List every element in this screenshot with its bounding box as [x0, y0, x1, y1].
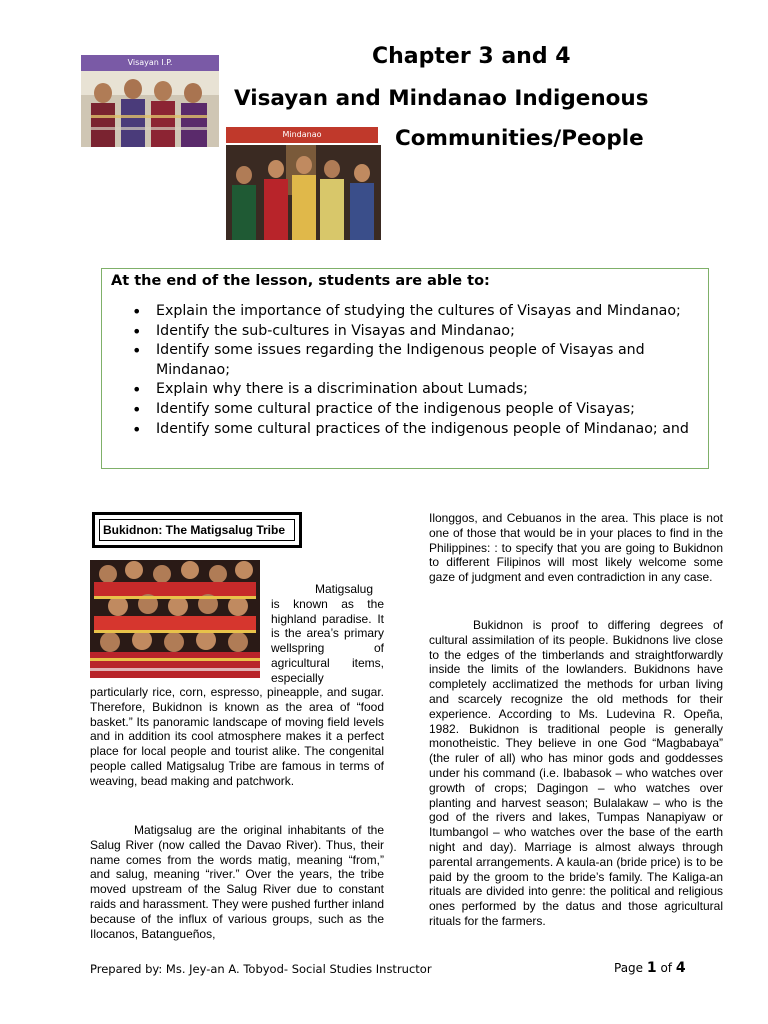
page-word: Page	[614, 961, 644, 975]
page-number	[614, 960, 686, 976]
objective-item: • Explain the importance of studying the cultures of Visayas and Mindanao;	[130, 302, 700, 322]
mindanao-photo-caption: Mindanao	[226, 127, 378, 143]
objective-item: • Identify some cultural practices of the indigenous people of Mindanao; and	[130, 420, 700, 440]
objectives-list	[130, 302, 700, 439]
col2-paragraph1: Ilonggos, and Cebuanos in the area. This place is not one of those that would be in your places to find in the Philippines: : to specify that you are going to Bukidnon to different Filipinos will most likely welcome some gaze of judgment and even contradiction in any case.	[429, 511, 723, 585]
objective-item: • Identify some cultural practice of the indigenous people of Visayas;	[130, 400, 700, 420]
objective-item: • Identify some issues regarding the Indigenous people of Visayas and Mindanao;	[130, 341, 700, 380]
col1-paragraph2: Matigsalug are the original inhabitants of the Salug River (now called the Davao River). Thus, their name comes from the words matig, meaning “from,” and salug, meaning “river.” Over the years, the tribe moved upstream of the Salug River due to constant raids and harassment. They were pushed further inland because of the influx of various groups, such as the Ilocanos, Batangueños,	[90, 823, 384, 941]
mindanao-photo	[226, 127, 381, 240]
objective-item: • Identify the sub-cultures in Visayas and Mindanao;	[130, 322, 700, 342]
page-title-line2: Communities/People	[395, 126, 644, 151]
total-pages: 4	[675, 960, 686, 976]
objectives-box	[101, 268, 709, 469]
visayan-photo-image	[81, 71, 219, 147]
section-label: Bukidnon: The Matigsalug Tribe	[99, 519, 295, 541]
matigsalug-tribe-photo	[90, 560, 260, 678]
current-page: 1	[646, 960, 657, 976]
mindanao-photo-image	[226, 145, 381, 240]
objectives-heading: At the end of the lesson, students are able to:	[111, 273, 490, 289]
footer-prepared-by: Prepared by: Ms. Jey-an A. Tobyod- Social Studies Instructor	[90, 962, 432, 976]
chapter-heading: Chapter 3 and 4	[372, 44, 571, 69]
visayan-photo-caption: Visayan I.P.	[81, 55, 219, 71]
col1-wrap-text: Matigsalug is known as the highland paradise. It is the area’s primary wellspring of agricultural items, especially	[271, 582, 384, 685]
page-title-line1: Visayan and Mindanao Indigenous	[234, 86, 649, 111]
objective-item: • Explain why there is a discrimination about Lumads;	[130, 380, 700, 400]
section-label-box	[92, 512, 302, 548]
visayan-photo	[81, 55, 219, 147]
col1-paragraph1: particularly rice, corn, espresso, pineapple, and sugar. Therefore, Bukidnon is known as the area of “food basket.” Its panoramic landscape of moving field levels and in addition its cool atmosphere makes it a perfect place for local people and tourist alike. The congenital people called Matigsalug Tribe are famous in terms of weaving, bead making and patchwork.	[90, 685, 384, 788]
col2-paragraph2: Bukidnon is proof to differing degrees of cultural assimilation of its people. Bukidnons live close to the edges of the timberlands and straightforwardly inside the limits of the lowlanders. Bukidnons have completely acclimatized the methods for urban living and scarcely recognize the old methods for their experience. According to Ms. Ludevina R. Opeña, 1982. Bukidnon is traditional people is generally monotheistic. They believe in one God “Magbabaya” (the ruler of all) who has minor gods and goddesses under his command (i.e. Ibabasok – who watches over growth of crops; Dagingon – who watches over planting and harvest season; Bulalakaw – who is the god of the rivers and lakes, Tumpas Nanapiyaw or Itumbangol – who watches over the base of the earth night and day). Marriage is almost always through parental arrangements. A kaula-an (bride price) is to be paid by the groom to the bride’s family. The Kaliga-an rituals are divided into genre: the political and religious ones performed by the datus and those agricultural rituals for the farmers.	[429, 618, 723, 928]
of-word: of	[660, 961, 673, 975]
